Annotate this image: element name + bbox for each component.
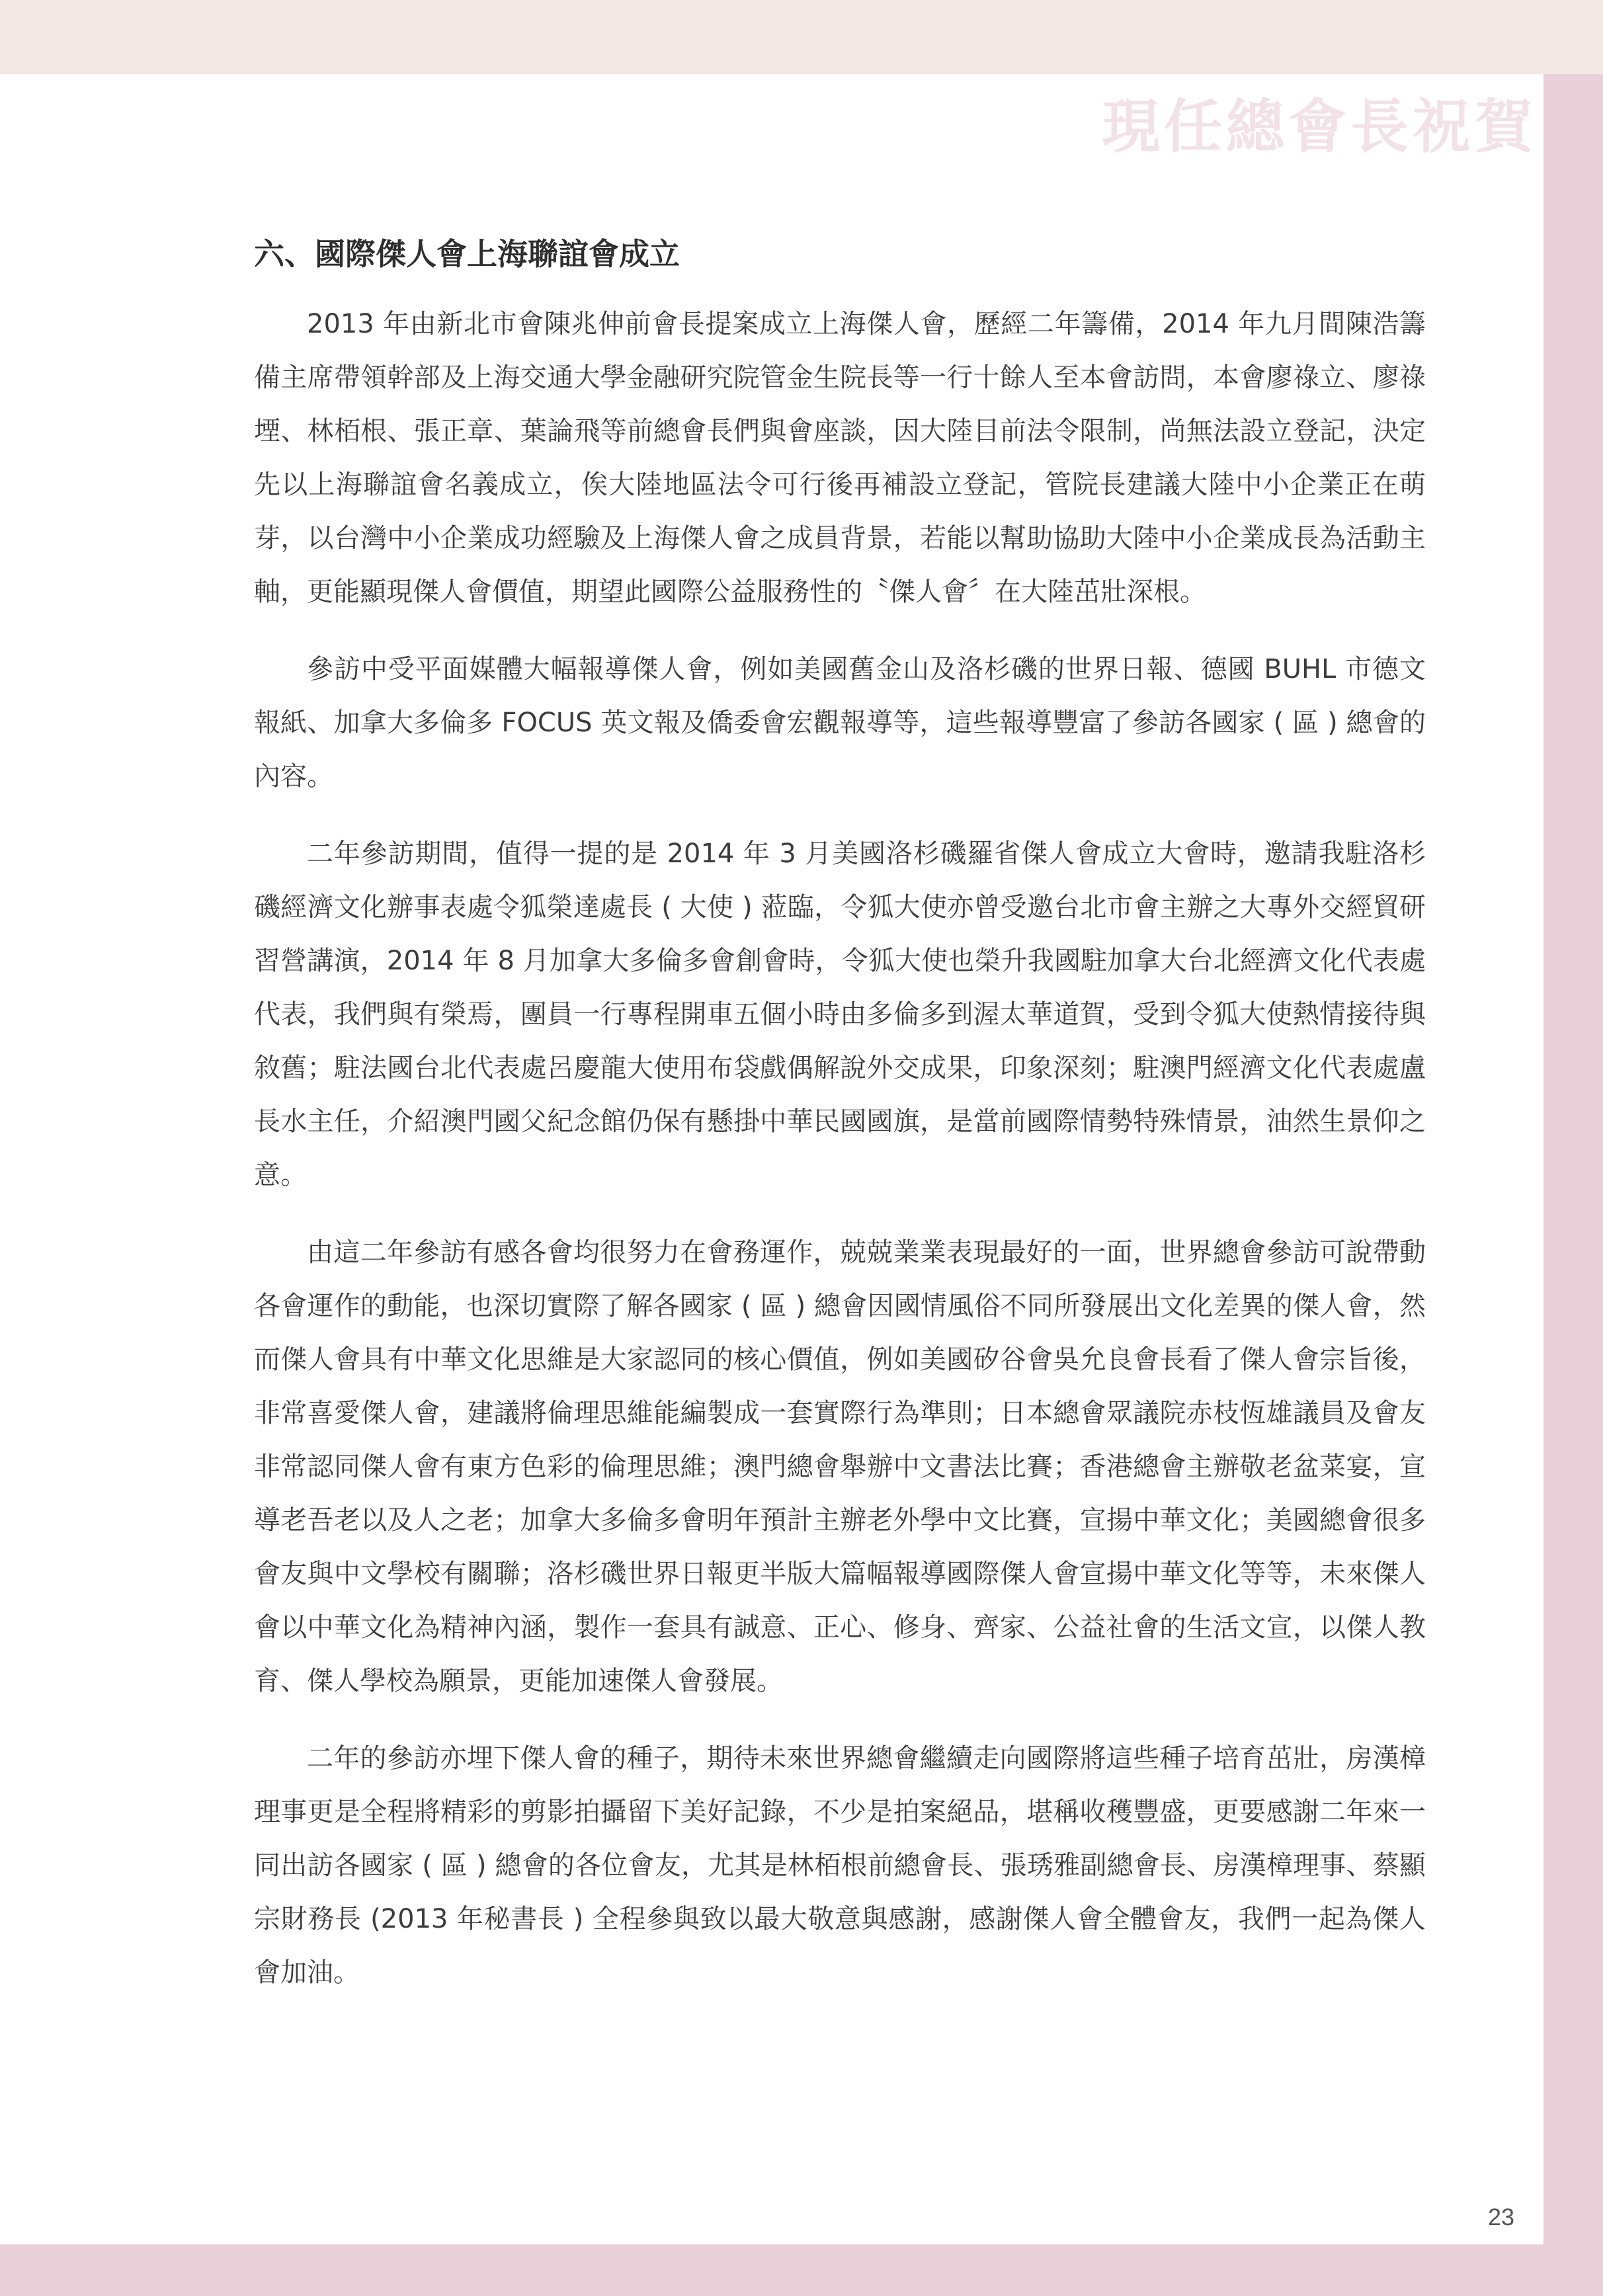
- document-body: [254, 233, 1426, 2024]
- section-heading: 六、國際傑人會上海聯誼會成立: [254, 236, 680, 272]
- page-top-strip: [0, 0, 1603, 74]
- paragraph-3: 二年參訪期間，值得一提的是 2014 年 3 月美國洛杉磯羅省傑人會成立大會時，邀請我駐洛杉磯經濟文化辦事表處令狐榮達處長 ( 大使 ) 蒞臨，令狐大使亦曾受邀台北市會主辦之大專外交經貿研習營講演，2014 年 8 月加拿大多倫多會創會時，令狐大使也榮升我國駐加拿大台北經濟文化代表處代表，我們與有榮焉，團員一行專程開車五個小時由多倫多到渥太華道賀，受到令狐大使熱情接待與敘舊；駐法國台北代表處呂慶龍大使用布袋戲偶解說外交成果，印象深刻；駐澳門經濟文化代表處盧長水主任，介紹澳門國父紀念館仍保有懸掛中華民國國旗，是當前國際情勢特殊情景，油然生景仰之意。: [254, 839, 1426, 1191]
- paragraph-5: 二年的參訪亦埋下傑人會的種子，期待未來世界總會繼續走向國際將這些種子培育茁壯，房漢樟理事更是全程將精彩的剪影拍攝留下美好記錄，不少是拍案絕品，堪稱收穫豐盛，更要感謝二年來一同出訪各國家 ( 區 ) 總會的各位會友，尤其是林栢根前總會長、張琇雅副總會長、房漢樟理事、蔡顯宗財務長 (2013 年秘書長 ) 全程參與致以最大敬意與感謝，感謝傑人會全體會友，我們一起為傑人會加油。: [254, 1743, 1426, 1988]
- paragraph-1: 2013 年由新北市會陳兆伸前會長提案成立上海傑人會，歷經二年籌備，2014 年九月間陳浩籌備主席帶領幹部及上海交通大學金融研究院管金生院長等一行十餘人至本會訪問，本會廖祿立、廖祿堙、林栢根、張正章、葉論飛等前總會長們與會座談，因大陸目前法令限制，尚無法設立登記，決定先以上海聯誼會名義成立，俟大陸地區法令可行後再補設立登記，管院長建議大陸中小企業正在萌芽，以台灣中小企業成功經驗及上海傑人會之成員背景，若能以幫助協助大陸中小企業成長為活動主軸，更能顯現傑人會價值，期望此國際公益服務性的〝傑人會〞在大陸茁壯深根。: [254, 309, 1426, 608]
- paragraph-2: 參訪中受平面媒體大幅報導傑人會，例如美國舊金山及洛杉磯的世界日報、德國 BUHL 市德文報紙、加拿大多倫多 FOCUS 英文報及僑委會宏觀報導等，這些報導豐富了參訪各國家 ( 區 ) 總會的內容。: [254, 654, 1426, 792]
- page-number: 23: [1488, 2203, 1515, 2231]
- header-watermark: 現任總會長祝賀: [1101, 92, 1537, 161]
- paragraph-4: 由這二年參訪有感各會均很努力在會務運作，兢兢業業表現最好的一面，世界總會參訪可說帶動各會運作的動能，也深切實際了解各國家 ( 區 ) 總會因國情風俗不同所發展出文化差異的傑人會，然而傑人會具有中華文化思維是大家認同的核心價值，例如美國矽谷會吳允良會長看了傑人會宗旨後，非常喜愛傑人會，建議將倫理思維能編製成一套實際行為準則；日本總會眾議院赤枝恆雄議員及會友非常認同傑人會有東方色彩的倫理思維；澳門總會舉辦中文書法比賽；香港總會主辦敬老盆菜宴，宣導老吾老以及人之老；加拿大多倫多會明年預計主辦老外學中文比賽，宣揚中華文化；美國總會很多會友與中文學校有關聯；洛杉磯世界日報更半版大篇幅報導國際傑人會宣揚中華文化等等，未來傑人會以中華文化為精神內涵，製作一套具有誠意、正心、修身、齊家、公益社會的生活文宣，以傑人教育、傑人學校為願景，更能加速傑人會發展。: [254, 1237, 1426, 1697]
